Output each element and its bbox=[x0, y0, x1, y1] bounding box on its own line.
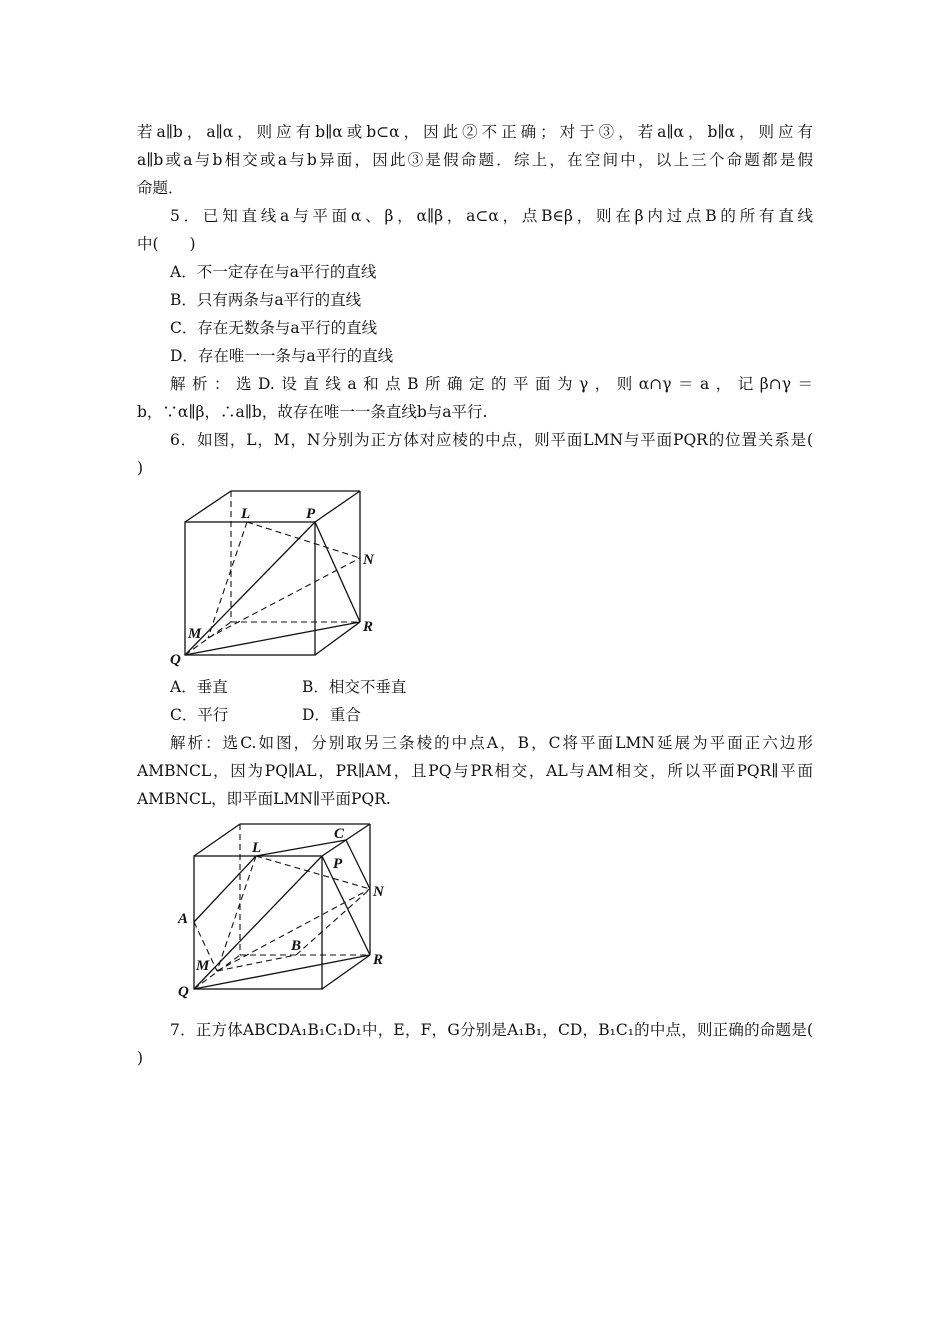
label-m: M bbox=[188, 626, 202, 642]
label-n: N bbox=[363, 552, 374, 568]
cube-figure-2 bbox=[170, 818, 395, 1003]
label-q: Q bbox=[170, 652, 181, 668]
text-line: 命题． bbox=[137, 179, 184, 197]
option-a: A．垂直 bbox=[170, 678, 228, 696]
label-r: R bbox=[373, 952, 384, 968]
analysis-text: 解析：选C.如图，分别取另三条棱的中点A，B，C将平面LMN延展为平面正六边形 bbox=[170, 734, 813, 752]
question-6-stem: 6．如图，L，M，N分别为正方体对应棱的中点，则平面LMN与平面PQR的位置关系是( bbox=[170, 431, 813, 449]
option-c: C．存在无数条与a平行的直线 bbox=[170, 319, 378, 337]
text-line: 若a∥b，a∥α，则应有b∥α或b⊂α，因此②不正确；对于③，若a∥α，b∥α，则应有 bbox=[137, 123, 813, 141]
option-b: B．只有两条与a平行的直线 bbox=[170, 291, 362, 309]
question-5-stem: 5．已知直线a与平面α、β，α∥β，a⊂α，点B∈β，则在β内过点B的所有直线 bbox=[170, 207, 813, 225]
question-7-stem: ) bbox=[137, 1049, 144, 1067]
analysis-text: AMBNCL，即平面LMN∥平面PQR. bbox=[137, 790, 391, 808]
label-l: L bbox=[241, 506, 251, 522]
label-l: L bbox=[252, 840, 262, 856]
label-m: M bbox=[196, 958, 210, 974]
option-a: A．不一定存在与a平行的直线 bbox=[170, 263, 377, 281]
question-5-stem: 中( ) bbox=[137, 235, 196, 253]
question-6-stem: ) bbox=[137, 459, 144, 477]
option-d: D．重合 bbox=[302, 706, 361, 724]
label-r: R bbox=[363, 619, 374, 635]
option-b: B．相交不垂直 bbox=[302, 678, 407, 696]
label-q: Q bbox=[178, 984, 189, 1000]
analysis-text: 解析：选D.设直线a和点B所确定的平面为γ，则α∩γ＝a，记β∩γ＝ bbox=[170, 375, 813, 393]
text-line: a∥b或a与b相交或a与b异面，因此③是假命题．综上，在空间中，以上三个命题都是假 bbox=[137, 151, 813, 169]
label-c: C bbox=[334, 826, 345, 842]
cube-figure-1 bbox=[165, 485, 385, 670]
label-p: P bbox=[306, 506, 316, 522]
label-b: B bbox=[291, 938, 302, 954]
label-n: N bbox=[373, 884, 384, 900]
analysis-text: b，∵α∥β，∴a∥b，故存在唯一一条直线b与a平行. bbox=[137, 403, 488, 421]
label-p: P bbox=[333, 856, 343, 872]
question-7-stem: 7．正方体ABCDA₁B₁C₁D₁中，E，F，G分别是A₁B₁，CD，B₁C₁的中点，则正确的命题是( bbox=[170, 1021, 813, 1039]
option-c: C．平行 bbox=[170, 706, 229, 724]
analysis-text: AMBNCL，因为PQ∥AL，PR∥AM，且PQ与PR相交，AL与AM相交，所以平面PQR∥平面 bbox=[137, 762, 813, 780]
option-d: D．存在唯一一条与a平行的直线 bbox=[170, 347, 394, 365]
label-a: A bbox=[178, 911, 189, 927]
